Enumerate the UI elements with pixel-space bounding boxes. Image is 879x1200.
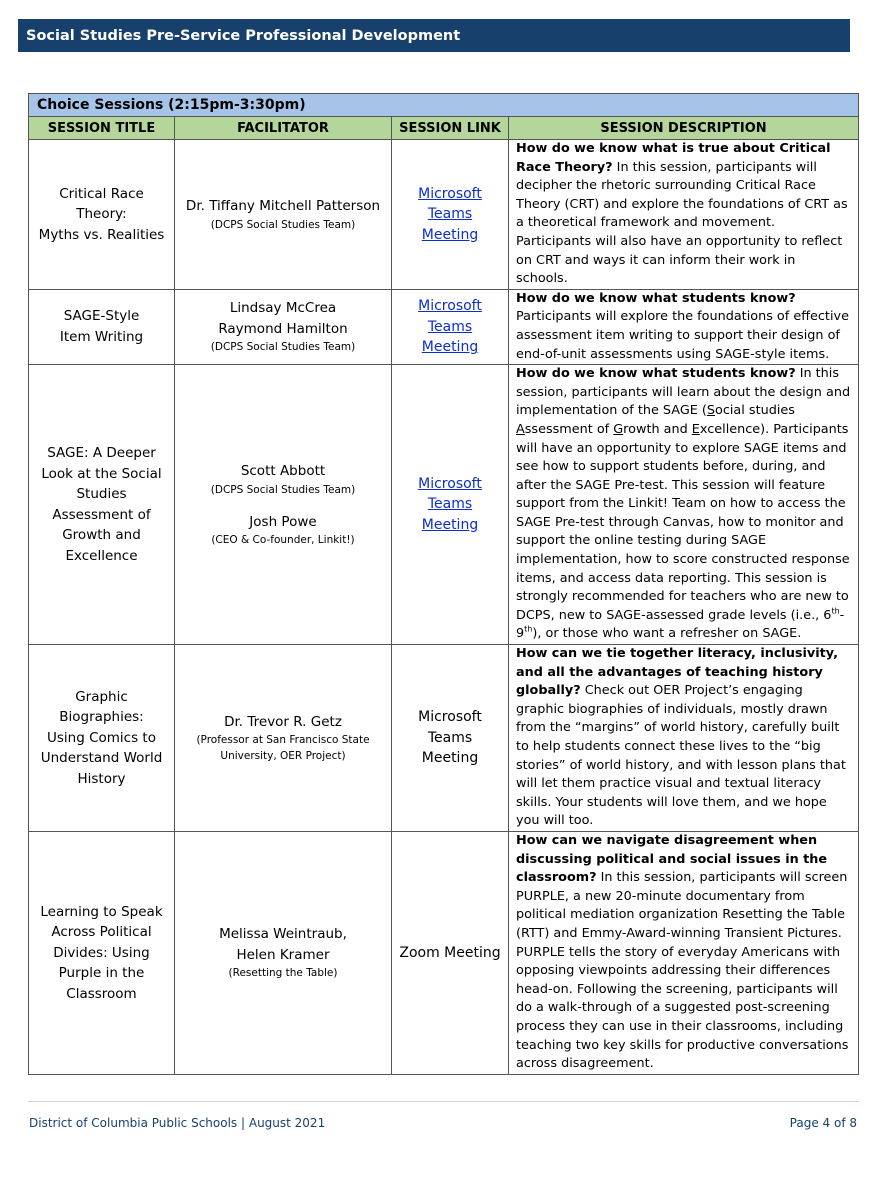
facilitator-affiliation: (DCPS Social Studies Team) <box>210 218 356 231</box>
session-facilitator <box>175 365 392 645</box>
session-description: How do we know what is true about Critical Race Theory? In this session, participants will decipher the rhetoric surrounding Critical Race Theory (CRT) and explore the foundations of CRT as a theoretical framework and movement. Participants will also have an opportunity to reflect on CRT and ways it can inform their work in schools. <box>509 140 859 290</box>
microsoft-teams-meeting-link[interactable]: Microsoft Teams Meeting <box>418 475 482 533</box>
table-row <box>29 365 859 645</box>
session-link <box>392 140 509 290</box>
session-description: How do we know what students know? In this session, participants will learn about the design and implementation of the SAGE (Social studies Assessment of Growth and Excellence). Participants will have an opportunity to explore SAGE items and see how to support students before, during, and after the SAGE Pre-test. This session will feature support from the Linkit! Team on how to access the SAGE Pre-test through Canvas, how to monitor and support the online testing during SAGE implementation, how to score constructed response items, and access data reporting. This session is strongly recommended for teachers who are new to DCPS, new to SAGE-assessed grade levels (i.e., 6th-9th), or those who want a refresher on SAGE. <box>509 365 859 645</box>
session-description: How do we know what students know? Participants will explore the foundations of effective assessment item writing to support their design of end-of-unit assessments using SAGE-style items. <box>509 289 859 364</box>
session-title: SAGE-Style Item Writing <box>29 289 175 364</box>
footer-divider <box>28 1101 859 1102</box>
table-row <box>29 645 859 832</box>
facilitator-name: Raymond Hamilton <box>218 320 348 337</box>
session-title: Graphic Biographies: Using Comics to Understand World History <box>29 645 175 832</box>
session-facilitator <box>175 831 392 1074</box>
facilitator-name: Melissa Weintraub, <box>219 926 347 943</box>
facilitator-affiliation: (DCPS Social Studies Team) <box>210 341 356 354</box>
session-facilitator <box>175 289 392 364</box>
column-header-facilitator: FACILITATOR <box>175 117 392 140</box>
session-link <box>392 831 509 1074</box>
footer-district-date: District of Columbia Public Schools | August 2021 <box>29 1116 326 1130</box>
facilitator-name: Josh Powe <box>249 513 317 530</box>
choice-sessions-table <box>28 93 859 1075</box>
facilitator-affiliation: (CEO & Co-founder, Linkit!) <box>211 534 355 547</box>
facilitator-name: Dr. Tiffany Mitchell Patterson <box>185 198 381 215</box>
microsoft-teams-meeting-link[interactable]: Microsoft Teams Meeting <box>418 185 482 243</box>
microsoft-teams-meeting-link[interactable]: Microsoft Teams Meeting <box>418 298 482 356</box>
session-title: SAGE: A Deeper Look at the Social Studies Assessment of Growth and Excellence <box>29 365 175 645</box>
table-header-row <box>29 117 859 140</box>
session-facilitator <box>175 140 392 290</box>
session-facilitator <box>175 645 392 832</box>
table-row <box>29 140 859 290</box>
footer-page-number: Page 4 of 8 <box>789 1116 857 1130</box>
facilitator-affiliation: (Resetting the Table) <box>228 967 338 980</box>
facilitator-name: Helen Kramer <box>236 946 330 963</box>
facilitator-affiliation: (DCPS Social Studies Team) <box>210 483 356 496</box>
session-link <box>392 365 509 645</box>
facilitator-name: Scott Abbott <box>240 463 326 480</box>
session-link <box>392 645 509 832</box>
facilitator-name: Lindsay McCrea <box>229 300 337 317</box>
facilitator-name: Dr. Trevor R. Getz <box>224 713 342 730</box>
table-caption-row <box>29 94 859 117</box>
session-link-text: Microsoft Teams Meeting <box>418 709 482 767</box>
column-header-link: SESSION LINK <box>392 117 509 140</box>
table-caption: Choice Sessions (2:15pm-3:30pm) <box>29 94 859 117</box>
session-description: How can we navigate disagreement when discussing political and social issues in the classroom? In this session, participants will screen PURPLE, a new 20-minute documentary from political mediation organization Resetting the Table (RTT) and Emmy-Award-winning Transient Pictures. PURPLE tells the story of everyday Americans with opposing viewpoints addressing their differences head-on. Following the screening, participants will do a walk-through of a suggested post-screening process they can use in their classrooms, including teaching two key skills for productive conversations across disagreement. <box>509 831 859 1074</box>
session-title: Learning to Speak Across Political Divides: Using Purple in the Classroom <box>29 831 175 1074</box>
facilitator-affiliation: University, OER Project) <box>220 750 346 763</box>
table-row <box>29 831 859 1074</box>
facilitator-affiliation: (Professor at San Francisco State <box>196 734 370 747</box>
session-title: Critical Race Theory: Myths vs. Realities <box>29 140 175 290</box>
column-header-title: SESSION TITLE <box>29 117 175 140</box>
session-link-text: Zoom Meeting <box>399 944 501 961</box>
page-header-banner: Social Studies Pre-Service Professional Development <box>18 19 850 52</box>
table-row <box>29 289 859 364</box>
column-header-description: SESSION DESCRIPTION <box>509 117 859 140</box>
session-description: How can we tie together literacy, inclusivity, and all the advantages of teaching history globally? Check out OER Project’s engaging graphic biographies of individuals, mostly drawn from the “margins” of world history, carefully built to help students connect these lives to the “big stories” of world history, and with lesson plans that will let them practice visual and textual literacy skills. Your students will love them, and we hope you will too. <box>509 645 859 832</box>
session-link <box>392 289 509 364</box>
